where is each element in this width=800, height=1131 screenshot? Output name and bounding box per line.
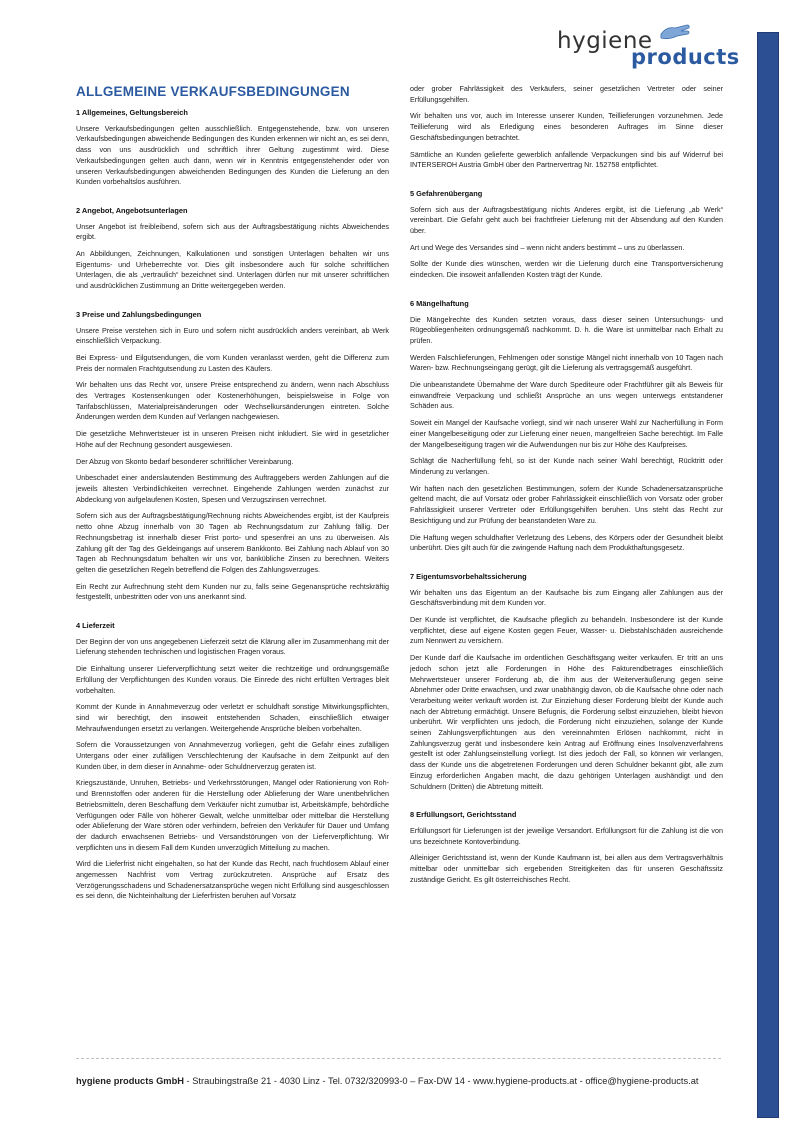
logo-word-products: products xyxy=(631,45,740,69)
hand-icon xyxy=(657,20,693,44)
left-column xyxy=(76,108,389,920)
company-logo xyxy=(553,20,743,72)
section xyxy=(410,189,723,281)
document-title: ALLGEMEINE VERKAUFSBEDINGUNGEN xyxy=(76,84,350,99)
paragraph: Soweit ein Mangel der Kaufsache vorliegt, sind wir nach unserer Wahl zur Nacherfüllung in Form einer Mangelbeseitigung oder zur Lieferung einer neuen, mangelfreien Sache berechtigt. Im Falle der Mangelbeseitigung tragen wir die Aufwendungen nur bis zur Höhe des Kaufpreises. xyxy=(410,418,723,449)
paragraph: Unsere Verkaufsbedingungen gelten ausschließlich. Entgegenstehende, bzw. von unseren Verkaufsbedingungen abweichende Bedingungen des Kunden erkennen wir nicht an, es sei denn, dass von uns ausdrücklich und schriftlich ihrer Geltung zugestimmt wird. Diese Verkaufsbedingungen gelten auch dann, wenn wir in Kenntnis entgegenstehender oder von unseren Verkaufsbedingungen abweichenden Bedingungen des Kunden die Lieferung an den Kunden vorbehaltslos ausführen. xyxy=(76,123,389,187)
section xyxy=(76,206,389,292)
paragraph: Die unbeanstandete Übernahme der Ware durch Spediteure oder Frachtführer gilt als Beweis für einwandfreie Verpackung und schließt Ansprüche an uns wegen unterwegs entstandener Schäden aus. xyxy=(410,380,723,411)
section xyxy=(76,310,389,603)
paragraph: Bei Express- und Eilgutsendungen, die vom Kunden veranlasst werden, geht die Differenz zum Preis der normalen Frachtgutsendung zu Lasten des Käufers. xyxy=(76,352,389,373)
section xyxy=(76,108,389,188)
paragraph: Unbeschadet einer anderslautenden Bestimmung des Auftraggebers werden Zahlungen auf die jeweils ältesten Verbindlichkeiten verrechnet. Eingehende Zahlungen werden zunächst zur Abdeckung von aufgelaufenen Kosten, Spesen und Verzugszinsen verrechnet. xyxy=(76,473,389,504)
section-heading: 7 Eigentumsvorbehaltssicherung xyxy=(410,571,527,581)
paragraph: Werden Falschlieferungen, Fehlmengen oder sonstige Mängel nicht innerhalb von 10 Tagen nach Waren- bzw. Rechnungseingang gerügt, gilt die Lieferung als vertragsgemäß ausgeführt. xyxy=(410,352,723,373)
section-heading: 4 Lieferzeit xyxy=(76,621,115,631)
section xyxy=(76,621,389,902)
section xyxy=(410,810,723,885)
paragraph: Sofern die Voraussetzungen von Annahmeverzug vorliegen, geht die Gefahr eines zufälligen Untergans oder einer zufälligen Verschlechterung der Kaufsache in dem Zeitpunkt auf den Kunden über, in dem dieser in Annahme- oder Schuldnerverzug geraten ist. xyxy=(76,740,389,771)
paragraph: Sämtliche an Kunden gelieferte gewerblich anfallende Verpackungen sind bis auf Widerruf bei INTERSEROH Austria GmbH über den Partnervertrag Nr. 152758 entpflichtet. xyxy=(410,149,723,170)
section-heading: 6 Mängelhaftung xyxy=(410,298,469,308)
paragraph: Die gesetzliche Mehrwertsteuer ist in unseren Preisen nicht inkludiert. Sie wird in gesetzlicher Höhe auf der Rechnung gesondert ausgewiesen. xyxy=(76,429,389,449)
footer-divider xyxy=(76,1058,721,1059)
section xyxy=(410,572,723,792)
paragraph: Die Haftung wegen schuldhafter Verletzung des Lebens, des Körpers oder der Gesundheit bleibt unberührt. Dies gilt auch für die zwingende Haftung nach dem Produkthaftungsgesetz. xyxy=(410,532,723,553)
paragraph: Erfüllungsort für Lieferungen ist der jeweilige Versandort. Erfüllungsort für die Zahlung ist die von uns bezeichnete Kontoverbindung. xyxy=(410,825,723,846)
paragraph: An Abbildungen, Zeichnungen, Kalkulationen und sonstigen Unterlagen behalten wir uns Eigentums- und Urheberrechte vor. Dies gilt insbesondere auch für solche schriftlichen Unterlagen, die als „vertraulich“ bezeichnet sind. Unterlagen dürfen nur mit unserer schriftlichen und ausdrücklichen Zustimmung an Dritte weitergegeben werden. xyxy=(76,249,389,291)
footer-company: hygiene products GmbH xyxy=(76,1076,184,1086)
paragraph: Wir behalten uns das Eigentum an der Kaufsache bis zum Eingang aller Zahlungen aus der Geschäftsverbindung mit dem Kunden vor. xyxy=(410,587,723,608)
section-heading: 1 Allgemeines, Geltungsbereich xyxy=(76,108,188,117)
paragraph: Die Mängelrechte des Kunden setzten voraus, dass dieser seinen Untersuchungs- und Rügeobliegenheiten ordnungsgemäß nachkommt. D. h. die Ware ist unmittelbar nach Erhalt zu prüfen. xyxy=(410,314,723,345)
paragraph: Wird die Lieferfrist nicht eingehalten, so hat der Kunde das Recht, nach fruchtlosem Ablauf einer angemessen Nachfrist vom Vertrag zurückzutreten. Ansprüche auf Ersatz des Verzögerungsschadens und Schadenersatzansprüche wegen nicht Erfüllung sind ausgeschlossen es sei denn, die Nichteinhaltung der Lieferfristen beruhen auf Vorsatz xyxy=(76,859,389,901)
paragraph: Der Kunde darf die Kaufsache im ordentlichen Geschäftsgang weiter verkaufen. Er tritt an uns jedoch schon jetzt alle Forderungen in Höhe des Fakturendbetrages einschließlich Mehrwertsteuer unserer Forderung ab, die ihm aus der Weiterveräußerung gegen seine Abnehmer oder Dritte erwachsen, und zwar unabhängig davon, ob die Kaufsache ohne oder nach Verarbeitung weiter verkauft worden ist. Zur Einziehung dieser Forderung bleibt der Kunde auch nach der Abtretung ermächtigt. Unsere Befugnis, die Forderung selbst einzuziehen, bleibt hievon unberührt. Wir verpflichten uns jedoch, die Forderung nicht einzuziehen, solange der Kunde seinen Zahlungsverpflichtungen aus den vereinnahmten Erlösen nachkommt, nicht in Zahlungsverzug gerät und insbesondere kein Antrag auf Eröffnung eines Insolvenzverfahrens gestellt ist oder Zahlungseinstellung vorliegt. Ist dies jedoch der Fall, so können wir verlangen, dass der Kunde uns die abgetretenen Forderungen und deren Schuldner bekannt gibt, alle zum Einzug erforderlichen Angaben macht, die dazu gehörigen Unterlagen aushändigt und den Schuldnern (Dritten) die Abtretung mitteilt. xyxy=(410,653,723,791)
paragraph: Die Einhaltung unserer Lieferverpflichtung setzt weiter die rechtzeitige und ordnungsgemäße Erfüllung der Verpflichtungen des Kunden voraus. Die Einrede des nicht erfüllten Vertrages bleit vorbehalten. xyxy=(76,664,389,695)
section-heading: 3 Preise und Zahlungsbedingungen xyxy=(76,309,202,319)
logo-word-hygiene: hygiene xyxy=(557,28,653,54)
section-heading: 8 Erfüllungsort, Gerichtsstand xyxy=(410,810,517,820)
section-heading: 5 Gefahrenübergang xyxy=(410,188,483,198)
paragraph: Kriegszustände, Unruhen, Betriebs- und Verkehrsstörungen, Mangel oder Rationierung von Roh- und Brennstoffen oder anderen für die Herstellung oder Ablieferung der Ware unentbehrlichen Betriebsmitteln, deren Beschaffung dem Verkäufer nicht zumutbar ist, Arbeitskämpfe, behördliche Verfügungen oder Fälle von höherer Gewalt, welche unmittelbar oder mittelbar die Herstellung oder Ablieferung der Ware stören oder verhindern, befreien den Verkäufer für Dauer und Umfang der dadurch erwachsenen Betriebs- und Versandstörungen von der Lieferverpflichtung. Wir verpflichten uns in diesem Fall dem Kunden unverzüglich Mitteilung zu machen. xyxy=(76,778,389,852)
footer-details: - Straubingstraße 21 - 4030 Linz - Tel. 0732/320993-0 – Fax-DW 14 - www.hygiene-products.at - office@hygiene-products.at xyxy=(183,1076,699,1086)
paragraph: Alleiniger Gerichtsstand ist, wenn der Kunde Kaufmann ist, bei allen aus dem Vertragsverhältnis mittelbar oder unmittelbar sich ergebenden Streitigkeiten das für unseren Geschäftssitz zuständige Gericht. Es gilt österreichisches Recht. xyxy=(410,853,723,884)
paragraph: Der Beginn der von uns angegebenen Lieferzeit setzt die Klärung aller im Zusammenhang mit der Lieferung stehenden technischen und logistischen Fragen voraus. xyxy=(76,636,389,657)
paragraph: Unsere Preise verstehen sich in Euro und sofern nicht ausdrücklich anders vereinbart, ab Werk einschließlich Verpackung. xyxy=(76,325,389,346)
paragraph: Art und Wege des Versandes sind – wenn nicht anders bestimmt – uns zu überlassen. xyxy=(410,242,685,252)
paragraph: Wir behalten uns das Recht vor, unsere Preise entsprechend zu ändern, wenn nach Abschluss des Vertrages Kostensenkungen oder Kostenerhöhungen, beispielsweise in Folge von Tarifabschlüssen, Materialpreisänderungen oder Wechselkursänderungen eintreten. Solche Änderungen werden dem Kunden auf Verlangen nachgewiesen. xyxy=(76,380,389,422)
paragraph: Unser Angebot ist freibleibend, sofern sich aus der Auftragsbestätigung nichts Abweichendes ergibt. xyxy=(76,221,389,242)
footer xyxy=(76,1076,736,1086)
paragraph: Sofern sich aus der Auftragsbestätigung nichts Anderes ergibt, ist die Lieferung „ab Werk“ vereinbart. Die Gefahr geht auch bei frachtfreier Lieferung mit der Absendung auf den Kunden über. xyxy=(410,204,723,236)
section-heading: 2 Angebot, Angebotsunterlagen xyxy=(76,205,188,215)
paragraph: Kommt der Kunde in Annahmeverzug oder verletzt er schuldhaft sonstige Mitwirkungspflichten, sind wir berechtigt, den insoweit entstehenden Schaden, einschließlich etwaiger Mehraufwendungen ersetzt zu verlangen. Weitergehende Ansprüche bleiben vorbehalten. xyxy=(76,702,389,733)
side-accent-bar xyxy=(757,32,779,1118)
section xyxy=(410,84,723,171)
right-column xyxy=(410,84,723,903)
section xyxy=(410,299,723,554)
paragraph: Sofern sich aus der Auftragsbestätigung/Rechnung nichts Abweichendes ergibt, ist der Kaufpreis netto ohne Abzug innerhalb von 30 Tagen ab Rechnungsdatum zur Zahlung fällig. Der Rechnungsbetrag ist innerhalb dieser Frist porto- und spesenfrei an uns zu überweisen. Als Zahlung gilt der Tag des Geldeingangs auf unserem Bankkonto. Bei Zahlung nach Ablauf von 30 Tagen ab Rechnungsdatum behalten wir uns vor, bankübliche Zinsen zu berechnen. Weiters gelten die gesetzlichen Regeln betreffend die Folgen des Zahlungsverzuges. xyxy=(76,511,389,574)
paragraph: Schlägt die Nacherfüllung fehl, so ist der Kunde nach seiner Wahl berechtigt, Rücktritt oder Minderung zu verlangen. xyxy=(410,456,723,476)
paragraph: oder grober Fahrlässigkeit des Verkäufers, seiner gesetzlichen Vertreter oder seiner Erfüllungsgehilfen. xyxy=(410,84,723,104)
paragraph: Wir behalten uns vor, auch im Interesse unserer Kunden, Teillieferungen vorzunehmen. Jede Teillieferung wird als Erledigung eines besonderen Auftrages im Sinne dieser Geschäftsbedingungen betrachtet. xyxy=(410,111,723,142)
paragraph: Sollte der Kunde dies wünschen, werden wir die Lieferung durch eine Transportversicherung eindecken. Die insoweit anfallenden Kosten trägt der Kunde. xyxy=(410,259,723,280)
paragraph: Ein Recht zur Aufrechnung steht dem Kunden nur zu, falls seine Gegenansprüche rechtskräftig festgestellt, unbestritten oder von uns anerkannt sind. xyxy=(76,581,389,602)
paragraph: Wir haften nach den gesetzlichen Bestimmungen, sofern der Kunde Schadenersatzansprüche geltend macht, die auf Vorsatz oder grober Fahrlässigkeit einschließlich von Vorsatz oder grober Fahrlässigkeit unserer Vertreter oder Erfüllungsgehilfen beruhen. Uns steht das Recht zur Besichtigung und zur Prüfung der beanstandeten Ware zu. xyxy=(410,483,723,525)
paragraph: Der Abzug von Skonto bedarf besonderer schriftlicher Vereinbarung. xyxy=(76,456,294,466)
paragraph: Der Kunde ist verpflichtet, die Kaufsache pfleglich zu behandeln. Insbesondere ist der Kunde verpflichtet, diese auf eigene Kosten gegen Feuer, Wasser- u. Diebstahlschäden ausreichende zum Nennwert zu versichern. xyxy=(410,615,723,646)
